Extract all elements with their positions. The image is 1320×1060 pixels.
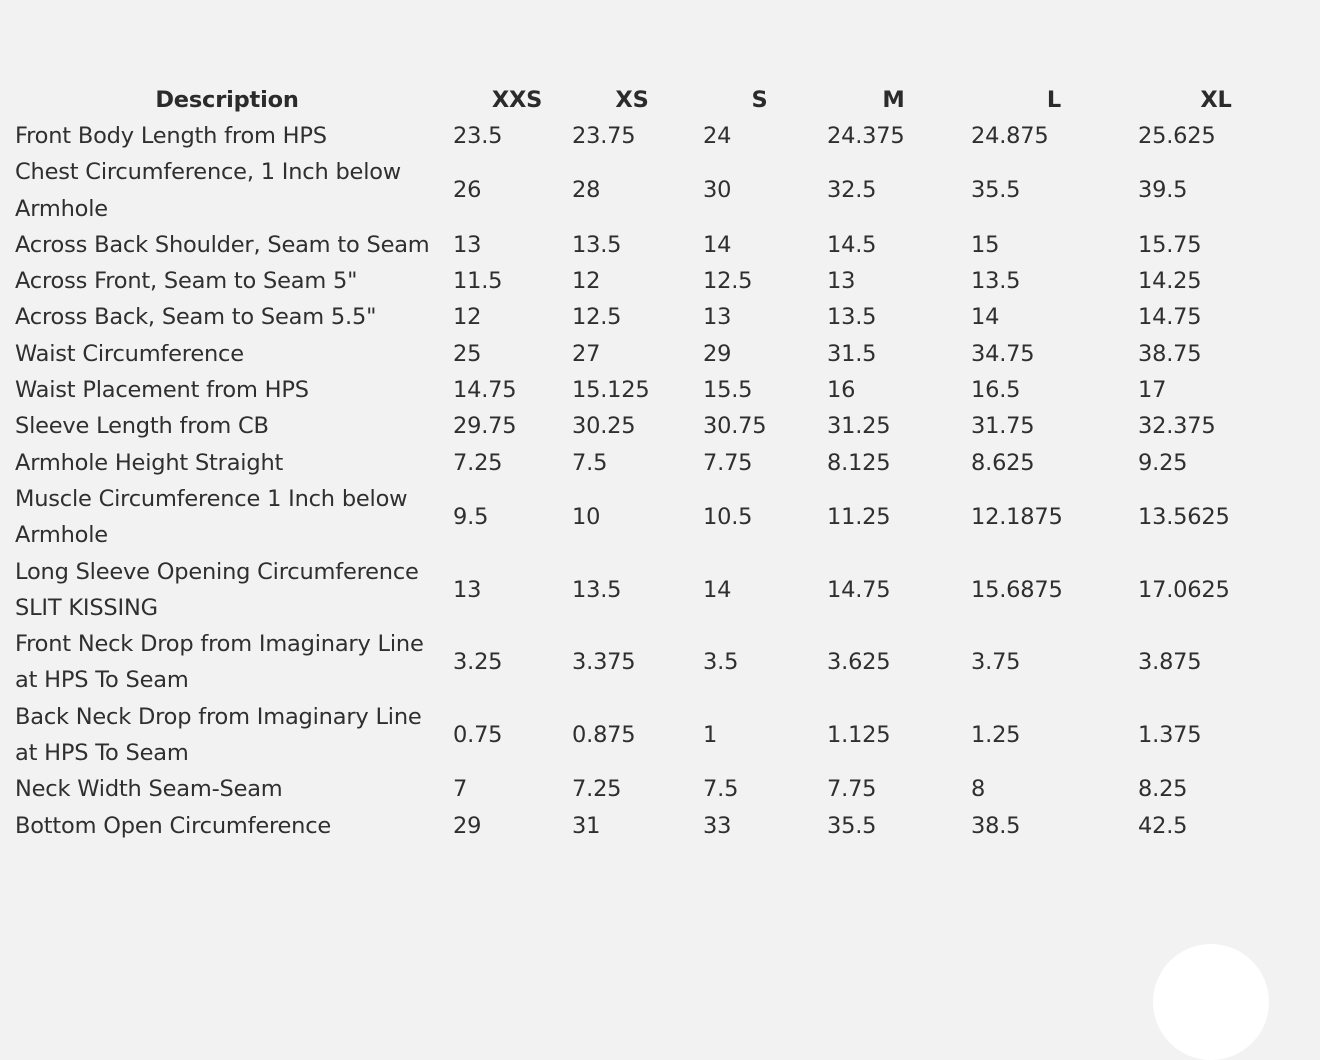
measurement-label: Back Neck Drop from Imaginary Line at HPS To Seam <box>15 703 422 767</box>
size-chart-table <box>8 82 1298 844</box>
measurement-value: 3.25 <box>453 649 503 676</box>
measurement-label: Neck Width Seam-Seam <box>15 776 283 803</box>
measurement-value: 8 <box>971 776 986 803</box>
measurement-value: 13 <box>453 231 482 258</box>
measurement-value: 13.5625 <box>1138 504 1230 531</box>
measurement-label: Waist Placement from HPS <box>15 377 309 404</box>
measurement-value: 23.75 <box>572 123 636 149</box>
measurement-value: 16 <box>827 377 856 404</box>
measurement-value: 31 <box>572 812 601 839</box>
measurement-value: 13.5 <box>572 231 622 258</box>
measurement-label: Armhole Height Straight <box>15 449 284 476</box>
table-row <box>8 372 1298 408</box>
table-header-row <box>8 82 1298 118</box>
measurement-label: Front Neck Drop from Imaginary Line at HPS To Seam <box>15 631 424 694</box>
measurement-value: 26 <box>453 177 482 204</box>
measurement-value: 3.75 <box>971 649 1021 676</box>
measurement-value: 24 <box>703 123 732 149</box>
header-size-xs: XS <box>615 87 649 113</box>
measurement-value: 31.75 <box>971 413 1035 440</box>
measurement-value: 8.125 <box>827 449 891 476</box>
measurement-value: 24.875 <box>971 123 1049 149</box>
measurement-value: 7.25 <box>572 776 622 803</box>
measurement-value: 9.5 <box>453 504 489 531</box>
measurement-label: Sleeve Length from CB <box>15 413 269 440</box>
measurement-value: 14 <box>971 304 1000 331</box>
table-row <box>8 227 1298 263</box>
measurement-value: 0.875 <box>572 721 636 748</box>
measurement-value: 12 <box>572 268 601 295</box>
measurement-value: 12 <box>453 304 482 331</box>
measurement-value: 14.75 <box>827 576 891 603</box>
measurement-value: 0.75 <box>453 721 503 748</box>
measurement-value: 13 <box>703 304 732 331</box>
measurement-value: 14 <box>703 231 732 258</box>
measurement-value: 14.5 <box>827 231 877 258</box>
measurement-value: 15.6875 <box>971 576 1063 603</box>
table-row <box>8 808 1298 844</box>
measurement-value: 35.5 <box>827 812 877 839</box>
measurement-value: 38.75 <box>1138 340 1202 367</box>
measurement-value: 29.75 <box>453 413 517 440</box>
table-row <box>8 336 1298 372</box>
table-row <box>8 554 1298 627</box>
header-size-l: L <box>1046 87 1062 113</box>
table-row <box>8 771 1298 807</box>
measurement-value: 17.0625 <box>1138 576 1230 603</box>
measurement-value: 23.5 <box>453 123 503 149</box>
measurement-value: 8.625 <box>971 449 1035 476</box>
measurement-label: Chest Circumference, 1 Inch below Armhole <box>15 159 402 222</box>
measurement-value: 7.25 <box>453 449 503 476</box>
measurement-value: 10 <box>572 504 601 531</box>
measurement-value: 24.375 <box>827 123 905 149</box>
measurement-value: 32.5 <box>827 177 877 204</box>
measurement-value: 14 <box>703 576 732 603</box>
table-row <box>8 699 1298 772</box>
table-row <box>8 263 1298 299</box>
measurement-value: 32.375 <box>1138 413 1216 440</box>
table-row <box>8 299 1298 335</box>
measurement-value: 7.5 <box>703 776 739 803</box>
measurement-value: 13.5 <box>971 268 1021 295</box>
measurement-value: 31.25 <box>827 413 891 440</box>
measurement-value: 15.125 <box>572 377 650 404</box>
table-row <box>8 154 1298 227</box>
measurement-value: 7.75 <box>703 449 753 476</box>
measurement-value: 17 <box>1138 377 1167 404</box>
measurement-value: 12.5 <box>703 268 753 295</box>
table-row <box>8 445 1298 481</box>
measurement-label: Waist Circumference <box>15 340 244 367</box>
measurement-value: 33 <box>703 812 732 839</box>
measurement-value: 13.5 <box>572 576 622 603</box>
measurement-value: 16.5 <box>971 377 1021 404</box>
measurement-value: 30.75 <box>703 413 767 440</box>
measurement-value: 11.25 <box>827 504 891 531</box>
table-row <box>8 481 1298 554</box>
measurement-value: 13 <box>827 268 856 295</box>
measurement-label: Across Back Shoulder, Seam to Seam <box>15 231 430 258</box>
table-row <box>8 626 1298 699</box>
measurement-label: Bottom Open Circumference <box>15 812 332 839</box>
measurement-value: 1.125 <box>827 721 891 748</box>
measurement-value: 29 <box>703 340 732 367</box>
measurement-value: 30.25 <box>572 413 636 440</box>
table-body <box>8 118 1298 844</box>
measurement-value: 12.1875 <box>971 504 1063 531</box>
measurement-value: 13 <box>453 576 482 603</box>
header-size-m: M <box>882 87 905 113</box>
measurement-label: Across Back, Seam to Seam 5.5" <box>15 304 377 331</box>
measurement-value: 10.5 <box>703 504 753 531</box>
measurement-value: 13.5 <box>827 304 877 331</box>
measurement-value: 25 <box>453 340 482 367</box>
floating-action-button[interactable] <box>1153 944 1269 1060</box>
measurement-value: 31.5 <box>827 340 877 367</box>
measurement-value: 7.75 <box>827 776 877 803</box>
measurement-value: 14.75 <box>1138 304 1202 331</box>
measurement-value: 9.25 <box>1138 449 1188 476</box>
measurement-value: 42.5 <box>1138 812 1188 839</box>
measurement-value: 7.5 <box>572 449 608 476</box>
measurement-value: 3.375 <box>572 649 636 676</box>
measurement-label: Muscle Circumference 1 Inch below Armhole <box>15 485 408 549</box>
measurement-value: 27 <box>572 340 601 367</box>
table-row <box>8 408 1298 444</box>
header-size-xl: XL <box>1200 87 1232 113</box>
measurement-value: 28 <box>572 177 601 204</box>
measurement-value: 1.25 <box>971 721 1021 748</box>
measurement-value: 29 <box>453 812 482 839</box>
measurement-value: 1.375 <box>1138 721 1202 748</box>
measurement-value: 3.625 <box>827 649 891 676</box>
measurement-value: 12.5 <box>572 304 622 331</box>
measurement-value: 38.5 <box>971 812 1021 839</box>
measurement-value: 14.25 <box>1138 268 1202 295</box>
measurement-value: 39.5 <box>1138 177 1188 204</box>
measurement-value: 3.875 <box>1138 649 1202 676</box>
measurement-value: 15.5 <box>703 377 753 404</box>
measurement-label: Long Sleeve Opening Circumference SLIT KISSING <box>15 558 419 621</box>
measurement-value: 14.75 <box>453 377 517 404</box>
measurement-value: 1 <box>703 721 718 748</box>
measurement-value: 8.25 <box>1138 776 1188 803</box>
measurement-value: 15 <box>971 231 1000 258</box>
header-size-xxs: XXS <box>491 87 543 113</box>
measurement-value: 25.625 <box>1138 123 1216 149</box>
table-row <box>8 118 1298 154</box>
measurement-value: 34.75 <box>971 340 1035 367</box>
measurement-value: 30 <box>703 177 732 204</box>
header-size-s: S <box>751 87 768 113</box>
measurement-value: 35.5 <box>971 177 1021 204</box>
header-description: Description <box>155 87 299 113</box>
measurement-label: Across Front, Seam to Seam 5" <box>15 268 358 295</box>
measurement-value: 7 <box>453 776 468 803</box>
measurement-value: 3.5 <box>703 649 739 676</box>
measurement-label: Front Body Length from HPS <box>15 123 327 149</box>
measurement-value: 11.5 <box>453 268 503 295</box>
measurement-value: 15.75 <box>1138 231 1202 258</box>
